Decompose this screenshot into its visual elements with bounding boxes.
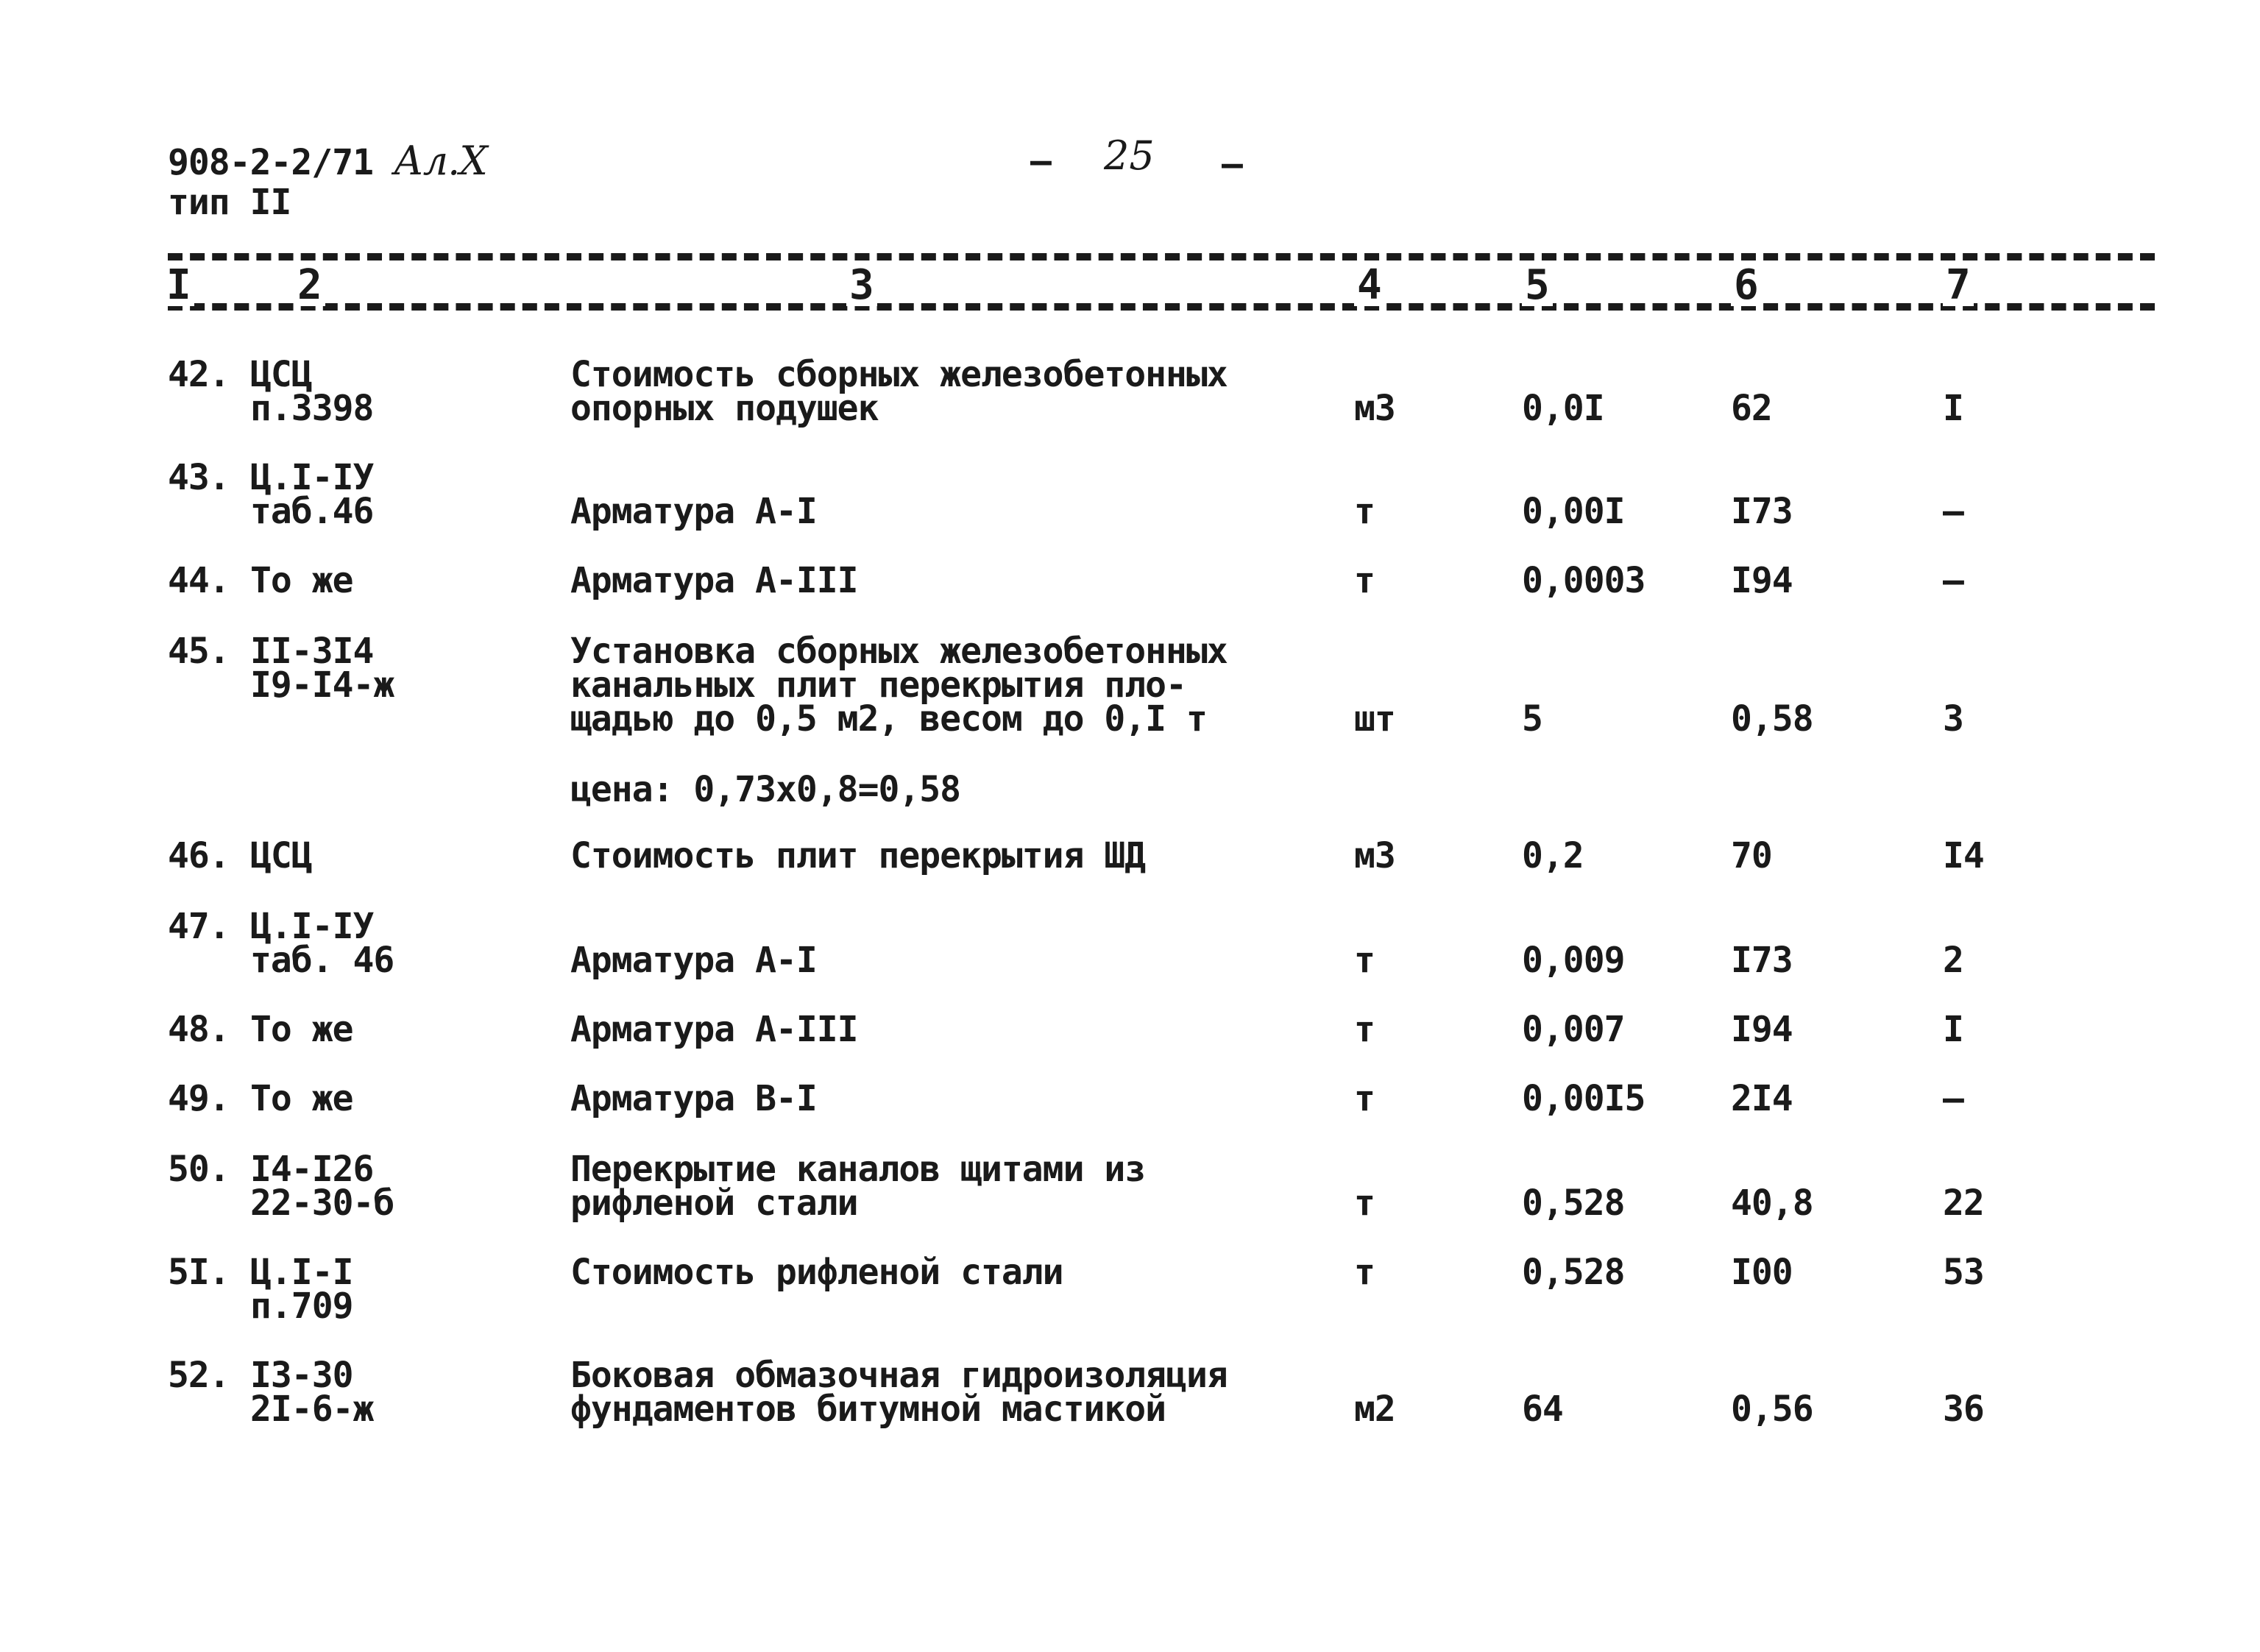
doc-code: 908-2-2/71	[168, 142, 373, 183]
row-description: Стоимость плит перекрытия ШД	[570, 835, 1146, 876]
row-price-note: цена: 0,73х0,8=0,58	[570, 769, 961, 810]
row-unit: т	[1354, 1183, 1375, 1224]
row-quantity: 0,2	[1522, 835, 1584, 876]
doc-handwritten-note: Ал.Х	[393, 138, 487, 184]
row-quantity: 0,00I	[1522, 491, 1625, 532]
row-price: I73	[1731, 491, 1793, 532]
row-price: I94	[1731, 1009, 1793, 1050]
row-quantity: 0,00I5	[1522, 1078, 1646, 1119]
row-price: 40,8	[1731, 1183, 1813, 1224]
row-price: I73	[1731, 940, 1793, 981]
row-number: 42.	[168, 354, 230, 395]
row-description: Стоимость рифленой стали	[570, 1252, 1063, 1293]
row-quantity: 0,0003	[1522, 560, 1646, 601]
row-unit: т	[1354, 1078, 1375, 1119]
row-total: –	[1943, 560, 1963, 601]
row-number: 44.	[168, 560, 230, 601]
row-unit: м2	[1354, 1389, 1395, 1430]
row-unit: т	[1354, 1252, 1375, 1293]
row-number: 46.	[168, 835, 230, 876]
row-description: Боковая обмазочная гидроизоляция фундаментов битумной мастикой	[570, 1355, 1228, 1430]
row-code: То же	[250, 1078, 353, 1119]
row-number: 49.	[168, 1078, 230, 1119]
row-unit: т	[1354, 1009, 1375, 1050]
row-code: ЦСЦ	[250, 835, 312, 876]
row-quantity: 0,528	[1522, 1252, 1625, 1293]
row-code: То же	[250, 1009, 353, 1050]
row-code: I3-30 2I-6-ж	[250, 1355, 374, 1430]
row-price: 70	[1731, 835, 1772, 876]
row-total: I	[1943, 1009, 1963, 1050]
row-code: II-3I4 I9-I4-ж	[250, 631, 394, 706]
row-code: То же	[250, 560, 353, 601]
row-quantity: 5	[1522, 698, 1542, 740]
column-number-4: 4	[1354, 265, 1385, 306]
row-price: 0,58	[1731, 698, 1813, 740]
header-rule-bottom	[168, 303, 2155, 311]
row-unit: шт	[1354, 698, 1395, 740]
row-description: Арматура А-I	[570, 491, 817, 532]
row-price: I00	[1731, 1252, 1793, 1293]
row-total: 3	[1943, 698, 1963, 740]
row-number: 43.	[168, 457, 230, 498]
header-rule-top	[168, 253, 2155, 260]
row-number: 47.	[168, 906, 230, 947]
row-unit: т	[1354, 491, 1375, 532]
page-dash-left: –	[1030, 141, 1051, 182]
row-description: Арматура А-III	[570, 1009, 858, 1050]
row-quantity: 0,528	[1522, 1183, 1625, 1224]
row-code: ЦСЦ п.3398	[250, 354, 374, 429]
column-number-6: 6	[1731, 265, 1762, 306]
row-quantity: 0,009	[1522, 940, 1625, 981]
row-code: Ц.I-IУ таб. 46	[250, 906, 394, 981]
row-code: Ц.I-IУ таб.46	[250, 457, 374, 532]
row-unit: м3	[1354, 388, 1395, 429]
type-label: тип II	[168, 182, 291, 223]
row-description: Стоимость сборных железобетонных опорных подушек	[570, 354, 1228, 429]
page-dash-right: –	[1222, 143, 1242, 185]
doc-code-block	[168, 138, 487, 184]
column-number-5: 5	[1522, 265, 1553, 306]
page-number: 25	[1104, 132, 1155, 179]
row-total: 22	[1943, 1183, 1984, 1224]
row-total: 36	[1943, 1389, 1984, 1430]
row-total: 2	[1943, 940, 1963, 981]
column-number-1: I	[163, 265, 194, 306]
row-description: Арматура А-III	[570, 560, 858, 601]
column-number-3: 3	[846, 265, 877, 306]
column-number-7: 7	[1943, 265, 1974, 306]
row-total: I4	[1943, 835, 1984, 876]
row-total: 53	[1943, 1252, 1984, 1293]
row-total: I	[1943, 388, 1963, 429]
row-description: Установка сборных железобетонных канальных плит перекрытия пло- щадью до 0,5 м2, весом до 0,I т	[570, 631, 1228, 740]
row-unit: м3	[1354, 835, 1395, 876]
row-number: 5I.	[168, 1252, 230, 1293]
row-price: 0,56	[1731, 1389, 1813, 1430]
row-quantity: 0,007	[1522, 1009, 1625, 1050]
row-description: Перекрытие каналов щитами из рифленой стали	[570, 1149, 1146, 1224]
row-quantity: 0,0I	[1522, 388, 1604, 429]
row-price: I94	[1731, 560, 1793, 601]
row-price: 62	[1731, 388, 1772, 429]
row-number: 45.	[168, 631, 230, 672]
row-code: I4-I26 22-30-б	[250, 1149, 394, 1224]
row-description: Арматура В-I	[570, 1078, 817, 1119]
row-price: 2I4	[1731, 1078, 1793, 1119]
row-total: –	[1943, 1078, 1963, 1119]
row-unit: т	[1354, 940, 1375, 981]
column-number-2: 2	[294, 265, 325, 306]
row-number: 52.	[168, 1355, 230, 1396]
row-quantity: 64	[1522, 1389, 1563, 1430]
row-description: Арматура А-I	[570, 940, 817, 981]
row-code: Ц.I-I п.709	[250, 1252, 353, 1327]
row-number: 48.	[168, 1009, 230, 1050]
row-number: 50.	[168, 1149, 230, 1190]
row-total: –	[1943, 491, 1963, 532]
row-unit: т	[1354, 560, 1375, 601]
